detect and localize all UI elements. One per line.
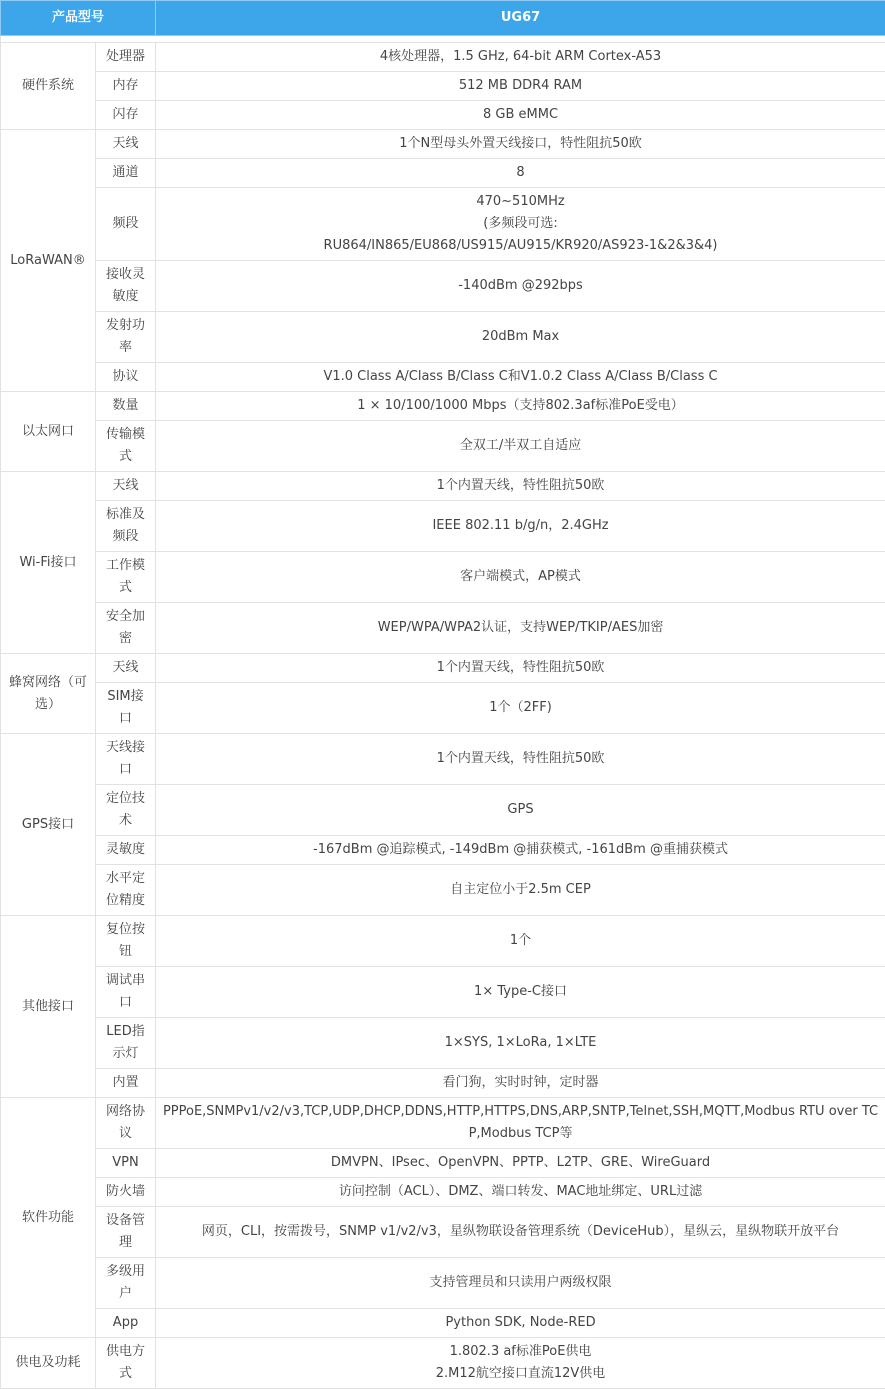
- spec-label: 天线: [96, 130, 156, 159]
- model-label: 产品型号: [1, 1, 156, 36]
- spec-label: 接收灵敏度: [96, 261, 156, 312]
- spec-value: 1个: [156, 916, 885, 967]
- table-row: [1, 188, 885, 261]
- spec-label: 频段: [96, 188, 156, 261]
- category-hardware: 硬件系统: [1, 43, 96, 130]
- spec-label: 协议: [96, 363, 156, 392]
- table-row: [1, 261, 885, 312]
- spec-label: 调试串口: [96, 967, 156, 1018]
- model-value: UG67: [156, 1, 885, 36]
- table-row: [1, 1018, 885, 1069]
- spec-label: 防火墙: [96, 1178, 156, 1207]
- category-cellular: 蜂窝网络（可选）: [1, 654, 96, 734]
- spec-label: 灵敏度: [96, 836, 156, 865]
- spec-value: 1个内置天线，特性阻抗50欧: [156, 472, 885, 501]
- spec-value: Python SDK, Node-RED: [156, 1309, 885, 1338]
- spec-label: 供电方式: [96, 1338, 156, 1389]
- spec-value: 全双工/半双工自适应: [156, 421, 885, 472]
- spec-value: 客户端模式，AP模式: [156, 552, 885, 603]
- table-row: [1, 1309, 885, 1338]
- category-wifi: Wi-Fi接口: [1, 472, 96, 654]
- spec-label: 数量: [96, 392, 156, 421]
- spec-label: 天线: [96, 654, 156, 683]
- spec-body: [1, 36, 885, 1389]
- table-row: [1, 603, 885, 654]
- spec-label: 内存: [96, 72, 156, 101]
- spec-label: App: [96, 1309, 156, 1338]
- category-power: 供电及功耗: [1, 1338, 96, 1389]
- spec-label: 安全加密: [96, 603, 156, 654]
- table-row: [1, 552, 885, 603]
- table-row: [1, 130, 885, 159]
- spec-label: 天线接口: [96, 734, 156, 785]
- spec-value: 1个内置天线，特性阻抗50欧: [156, 654, 885, 683]
- spec-value: 看门狗，实时时钟，定时器: [156, 1069, 885, 1098]
- spec-value: -167dBm @追踪模式, -149dBm @捕获模式, -161dBm @重捕获模式: [156, 836, 885, 865]
- spec-value: 访问控制（ACL）、DMZ、端口转发、MAC地址绑定、URL过滤: [156, 1178, 885, 1207]
- spec-value: -140dBm @292bps: [156, 261, 885, 312]
- spec-value: 1 × 10/100/1000 Mbps（支持802.3af标准PoE受电）: [156, 392, 885, 421]
- table-row: [1, 312, 885, 363]
- table-row: [1, 1258, 885, 1309]
- spec-label: LED指示灯: [96, 1018, 156, 1069]
- spec-label: VPN: [96, 1149, 156, 1178]
- category-software: 软件功能: [1, 1098, 96, 1338]
- spec-label: 多级用户: [96, 1258, 156, 1309]
- spacer-row: [1, 36, 885, 43]
- spec-label: 内置: [96, 1069, 156, 1098]
- table-row: [1, 683, 885, 734]
- table-row: [1, 967, 885, 1018]
- table-row: [1, 72, 885, 101]
- spec-value: 8 GB eMMC: [156, 101, 885, 130]
- spec-label: SIM接口: [96, 683, 156, 734]
- table-row: [1, 472, 885, 501]
- spec-value: 自主定位小于2.5m CEP: [156, 865, 885, 916]
- table-row: [1, 392, 885, 421]
- spec-value: 20dBm Max: [156, 312, 885, 363]
- table-row: [1, 101, 885, 130]
- table-row: [1, 734, 885, 785]
- table-row: [1, 501, 885, 552]
- table-row: [1, 1098, 885, 1149]
- table-row: [1, 916, 885, 967]
- table-row: [1, 363, 885, 392]
- spec-label: 处理器: [96, 43, 156, 72]
- spec-value: 1个（2FF): [156, 683, 885, 734]
- category-other-interfaces: 其他接口: [1, 916, 96, 1098]
- spec-value: 512 MB DDR4 RAM: [156, 72, 885, 101]
- spec-label: 复位按钮: [96, 916, 156, 967]
- spec-value: PPPoE,SNMPv1/v2/v3,TCP,UDP,DHCP,DDNS,HTTP,HTTPS,DNS,ARP,SNTP,Telnet,SSH,MQTT,Modbus RTU over TCP,Modbus TCP等: [156, 1098, 885, 1149]
- spec-value: 1个内置天线，特性阻抗50欧: [156, 734, 885, 785]
- spec-value: 8: [156, 159, 885, 188]
- spec-value: 1个N型母头外置天线接口，特性阻抗50欧: [156, 130, 885, 159]
- spec-value: GPS: [156, 785, 885, 836]
- table-row: [1, 1149, 885, 1178]
- spec-value: 网页，CLI，按需拨号，SNMP v1/v2/v3，星纵物联设备管理系统（DeviceHub），星纵云，星纵物联开放平台: [156, 1207, 885, 1258]
- table-row: [1, 836, 885, 865]
- spec-label: 工作模式: [96, 552, 156, 603]
- table-row: [1, 1069, 885, 1098]
- spec-label: 通道: [96, 159, 156, 188]
- category-lorawan: LoRaWAN®: [1, 130, 96, 392]
- table-row: [1, 1207, 885, 1258]
- spec-value: 470~510MHz (多频段可选: RU864/IN865/EU868/US915/AU915/KR920/AS923-1&2&3&4): [156, 188, 885, 261]
- spec-value: 1× Type-C接口: [156, 967, 885, 1018]
- table-row: [1, 654, 885, 683]
- spec-value: WEP/WPA/WPA2认证，支持WEP/TKIP/AES加密: [156, 603, 885, 654]
- spec-label: 天线: [96, 472, 156, 501]
- category-gps: GPS接口: [1, 734, 96, 916]
- spec-value: V1.0 Class A/Class B/Class C和V1.0.2 Class A/Class B/Class C: [156, 363, 885, 392]
- spec-label: 定位技术: [96, 785, 156, 836]
- table-row: [1, 785, 885, 836]
- spec-value: 1×SYS, 1×LoRa, 1×LTE: [156, 1018, 885, 1069]
- spec-label: 发射功率: [96, 312, 156, 363]
- spec-label: 水平定位精度: [96, 865, 156, 916]
- table-row: [1, 43, 885, 72]
- table-row: [1, 1178, 885, 1207]
- spec-value: 4核处理器，1.5 GHz, 64-bit ARM Cortex-A53: [156, 43, 885, 72]
- table-row: [1, 865, 885, 916]
- table-row: [1, 159, 885, 188]
- spec-value: DMVPN、IPsec、OpenVPN、PPTP、L2TP、GRE、WireGuard: [156, 1149, 885, 1178]
- spec-value: 1.802.3 af标准PoE供电 2.M12航空接口直流12V供电: [156, 1338, 885, 1389]
- spec-label: 闪存: [96, 101, 156, 130]
- table-row: [1, 1338, 885, 1389]
- header-row: [1, 1, 885, 36]
- table-row: [1, 421, 885, 472]
- spec-value: IEEE 802.11 b/g/n，2.4GHz: [156, 501, 885, 552]
- spec-value: 支持管理员和只读用户两级权限: [156, 1258, 885, 1309]
- spec-label: 传输模式: [96, 421, 156, 472]
- spec-label: 网络协议: [96, 1098, 156, 1149]
- spec-label: 设备管理: [96, 1207, 156, 1258]
- category-ethernet: 以太网口: [1, 392, 96, 472]
- spec-label: 标准及频段: [96, 501, 156, 552]
